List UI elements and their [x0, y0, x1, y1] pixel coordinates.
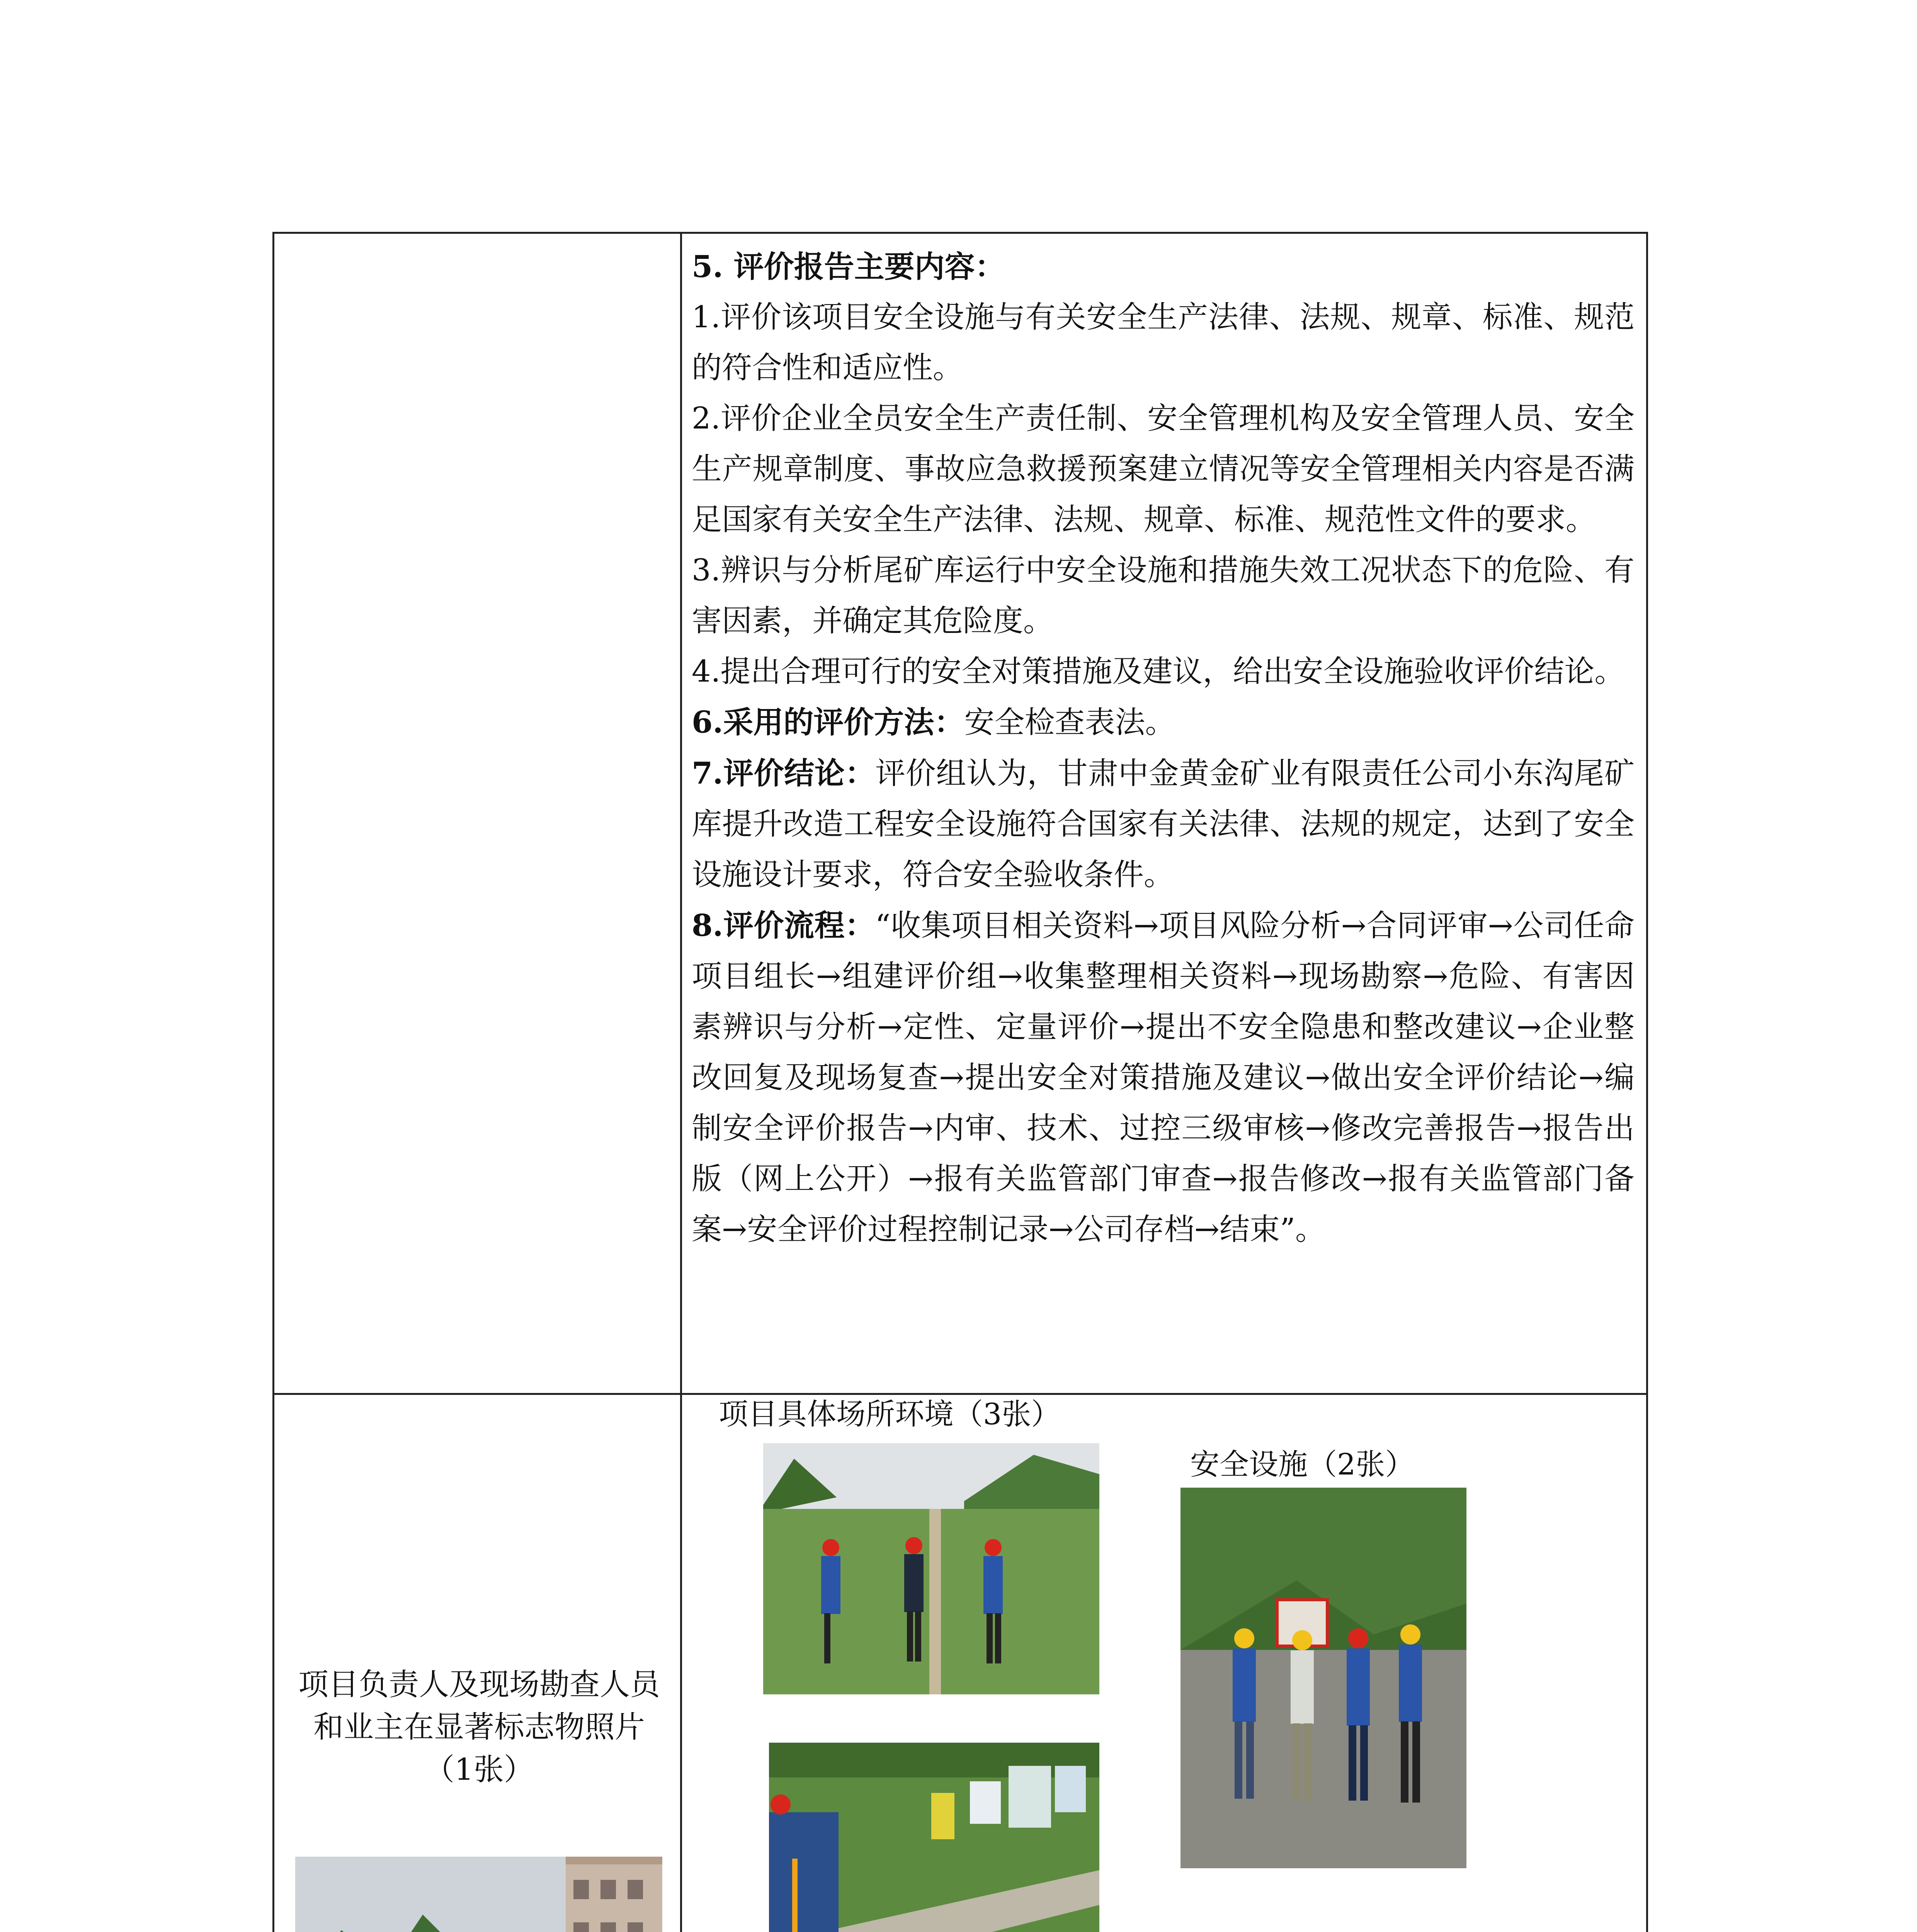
photo-safety-facility-1 — [1180, 1488, 1466, 1868]
photo-site-environment-1 — [763, 1443, 1099, 1694]
report-content — [692, 242, 1635, 1255]
section-6 — [692, 697, 1635, 748]
table-column-divider — [680, 234, 682, 1932]
table-row-divider — [274, 1393, 1646, 1395]
section-5-heading: 5. 评价报告主要内容： — [692, 249, 1005, 284]
section-7-label: 7.评价结论： — [692, 756, 876, 791]
section-5-item-4: 4.提出合理可行的安全对策措施及建议，给出安全设施验收评价结论。 — [692, 654, 1625, 689]
section-6-text: 安全检查表法。 — [964, 705, 1175, 740]
left-photo-caption: 项目负责人及现场勘查人员和业主在显著标志物照片（1张） — [298, 1667, 660, 1787]
info-table — [272, 232, 1648, 1932]
section-7 — [692, 748, 1635, 900]
section-8-text: “收集项目相关资料→项目风险分析→合同评审→公司任命项目组长→组建评价组→收集整理相关资料→现场勘察→危险、有害因素辨识与分析→定性、定量评价→提出不安全隐患和整改建议→企业整改回复及现场复查→提出安全对策措施及建议→做出安全评价结论→编制安全评价报告→内审、技术、过控三级审核→修改完善报告→报告出版（网上公开）→报有关监管部门审查→报告修改→报有关监管部门备案→安全评价过程控制记录→公司存档→结束”。 — [692, 908, 1635, 1247]
section-8 — [692, 900, 1635, 1255]
section-7-text: 评价组认为，甘肃中金黄金矿业有限责任公司小东沟尾矿库提升改造工程安全设施符合国家有关法律、法规的规定，达到了安全设施设计要求，符合安全验收条件。 — [692, 756, 1635, 892]
section-8-label: 8.评价流程： — [692, 908, 875, 943]
photo-site-environment-2 — [769, 1743, 1099, 1932]
section-5-item-2: 2.评价企业全员安全生产责任制、安全管理机构及安全管理人员、安全生产规章制度、事故应急救援预案建立情况等安全管理相关内容是否满足国家有关安全生产法律、法规、规章、标准、规范性文件的要求。 — [692, 401, 1635, 537]
section-6-label: 6.采用的评价方法： — [692, 705, 964, 740]
section-5-item-3: 3.辨识与分析尾矿库运行中安全设施和措施失效工况状态下的危险、有害因素，并确定其危险度。 — [692, 553, 1635, 638]
section-5-item-1: 1.评价该项目安全设施与有关安全生产法律、法规、规章、标准、规范的符合性和适应性。 — [692, 300, 1635, 385]
env-photos-caption: 项目具体场所环境（3张） — [719, 1397, 1061, 1431]
safety-photos-caption: 安全设施（2张） — [1190, 1447, 1415, 1481]
photo-team-at-sign — [295, 1857, 662, 1932]
